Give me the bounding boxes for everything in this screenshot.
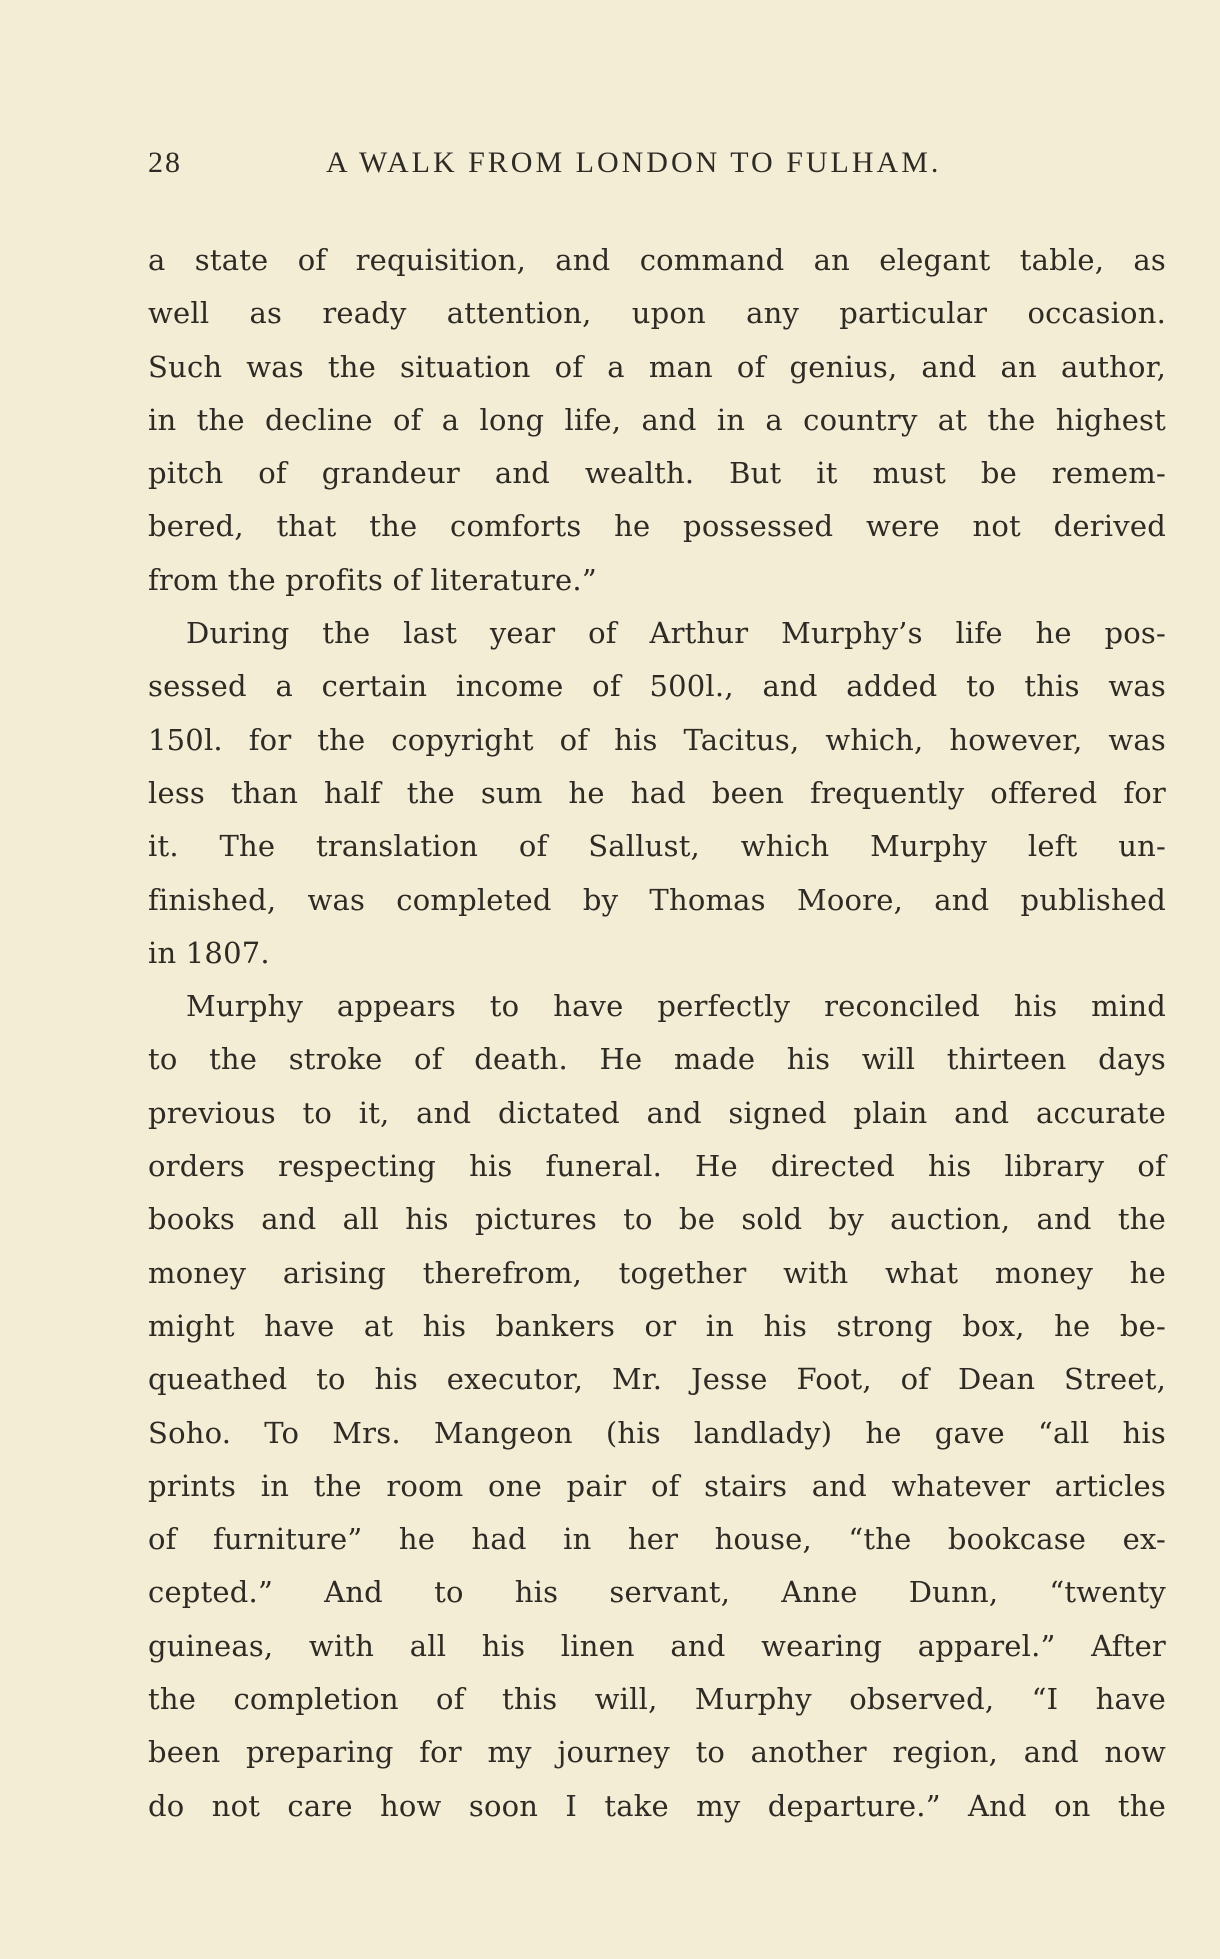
text-line: orders respecting his funeral. He directed his library of — [148, 1149, 1166, 1184]
text-line: pitch of grandeur and wealth. But it must be remem- — [148, 456, 1166, 491]
text-line: might have at his bankers or in his strong box, he be- — [148, 1308, 1166, 1343]
running-title: A WALK FROM LONDON TO FULHAM. — [326, 146, 942, 179]
text-line: books and all his pictures to be sold by auction, and the — [148, 1202, 1166, 1237]
text-line: Such was the situation of a man of genius, and an author, — [148, 349, 1166, 384]
text-line: it. The translation of Sallust, which Murphy left un- — [148, 829, 1166, 864]
text-line: guineas, with all his linen and wearing apparel.” After — [148, 1628, 1166, 1663]
text-line: of furniture” he had in her house, “the bookcase ex- — [148, 1522, 1166, 1557]
text-line: in the decline of a long life, and in a country at the highest — [148, 402, 1166, 437]
text-line: Soho. To Mrs. Mangeon (his landlady) he gave “all his — [148, 1415, 1166, 1450]
text-line: been preparing for my journey to another region, and now — [148, 1735, 1166, 1770]
text-line: to the stroke of death. He made his will thirteen days — [148, 1042, 1166, 1077]
text-line: well as ready attention, upon any particular occasion. — [148, 296, 1166, 331]
text-line: less than half the sum he had been frequently offered for — [148, 775, 1166, 810]
text-line: in 1807. — [148, 935, 270, 970]
page-number: 28 — [148, 146, 182, 179]
body-text — [148, 234, 1166, 1833]
text-line: money arising therefrom, together with what money he — [148, 1255, 1166, 1290]
text-line: cepted.” And to his servant, Anne Dunn, “twenty — [148, 1575, 1166, 1610]
running-head — [148, 146, 1076, 186]
text-line: the completion of this will, Murphy observed, “I have — [148, 1682, 1166, 1717]
text-line: queathed to his executor, Mr. Jesse Foot, of Dean Street, — [148, 1362, 1166, 1397]
text-line: a state of requisition, and command an elegant table, as — [148, 243, 1166, 277]
text-line: bered, that the comforts he possessed were not derived — [148, 509, 1166, 544]
paragraph-start-line: During the last year of Arthur Murphy’s life he pos- — [186, 616, 1166, 651]
text-line: from the profits of literature.” — [148, 562, 597, 597]
text-line: 150l. for the copyright of his Tacitus, which, however, was — [148, 722, 1166, 757]
text-line: finished, was completed by Thomas Moore, and published — [148, 882, 1166, 917]
text-line: previous to it, and dictated and signed plain and accurate — [148, 1095, 1166, 1130]
text-line: prints in the room one pair of stairs and whatever articles — [148, 1468, 1166, 1503]
text-line: do not care how soon I take my departure.” And on the — [148, 1788, 1166, 1823]
paragraph-start-line: Murphy appears to have perfectly reconciled his mind — [186, 989, 1166, 1024]
text-line: sessed a certain income of 500l., and added to this was — [148, 669, 1166, 704]
